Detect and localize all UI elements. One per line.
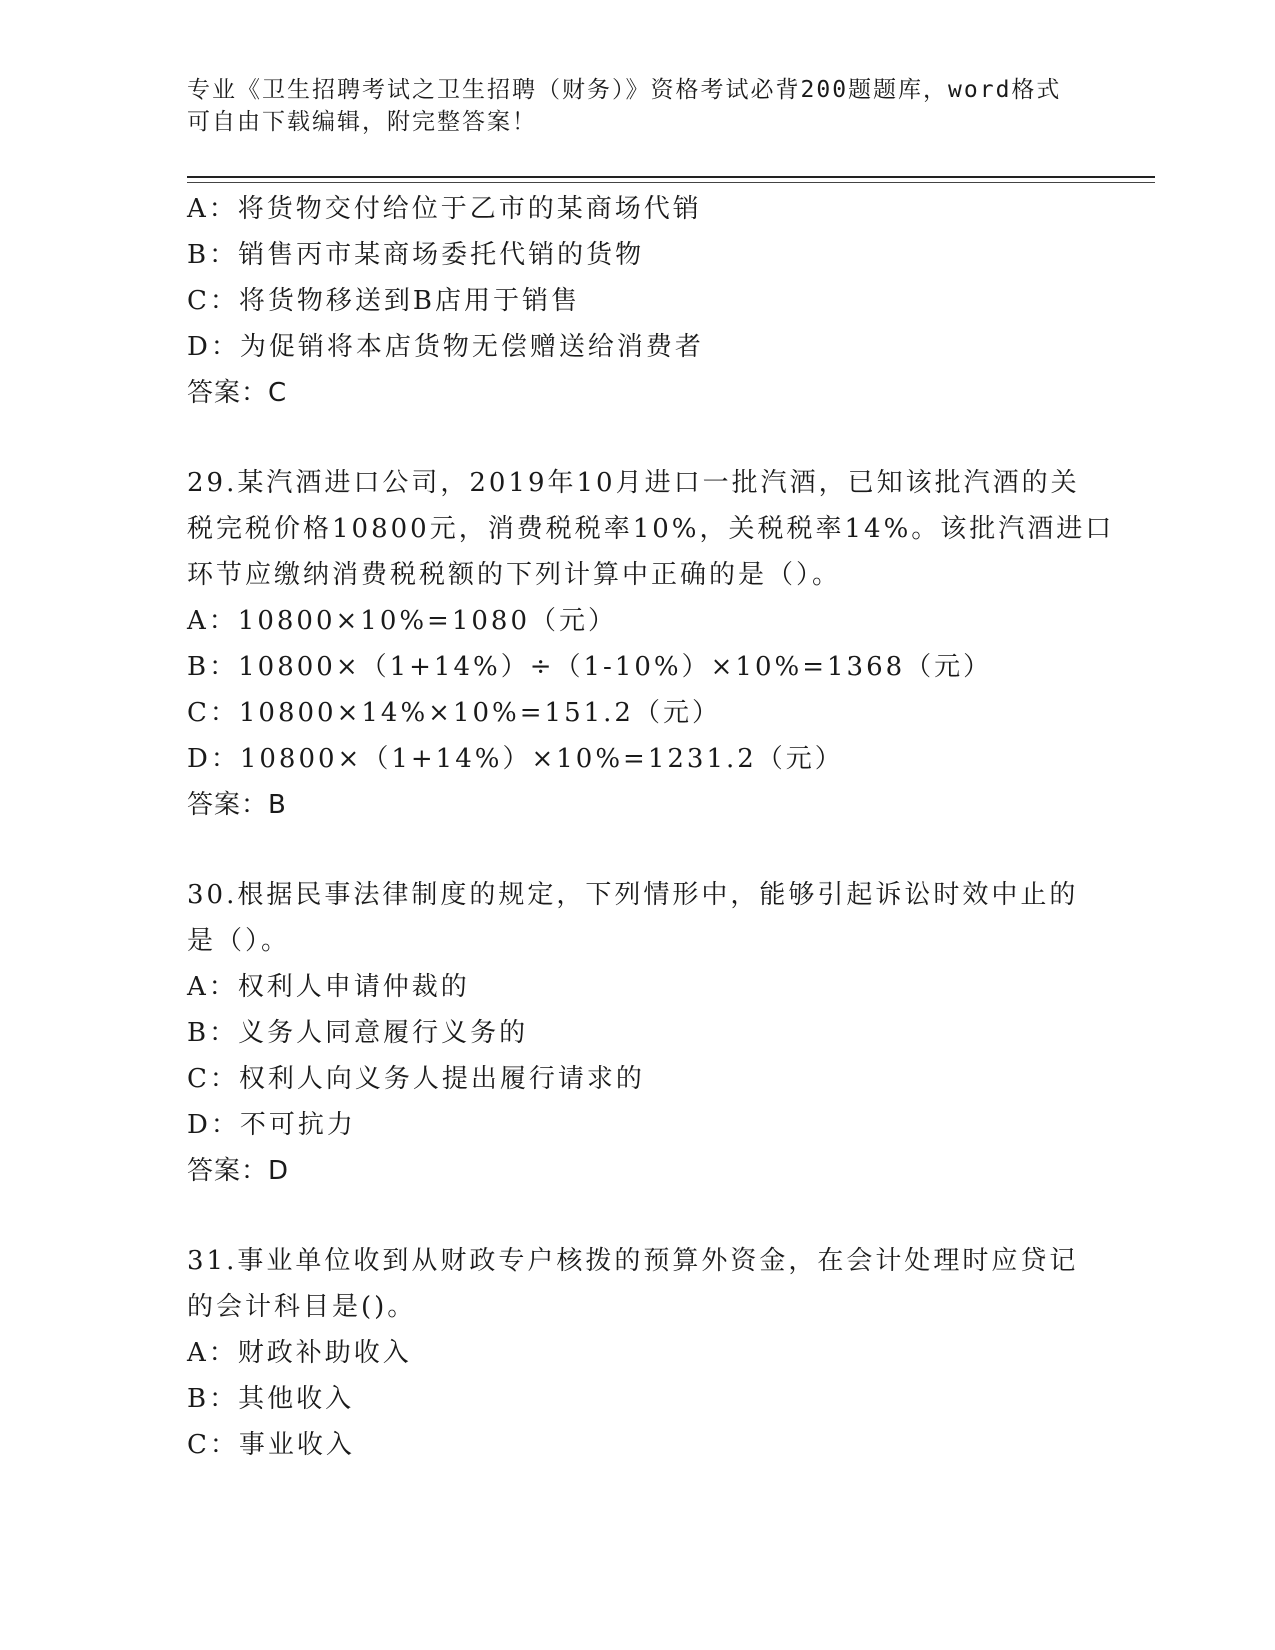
answer-option: C：权利人向义务人提出履行请求的	[187, 1064, 645, 1094]
answer-key: 答案：C	[187, 378, 288, 408]
question-text-line: 环节应缴纳消费税税额的下列计算中正确的是（）。	[187, 560, 842, 590]
question-block	[187, 416, 1115, 828]
answer-option: D：为促销将本店货物无偿赠送给消费者	[187, 332, 704, 362]
block-spacer	[187, 828, 1077, 872]
answer-option: C：事业收入	[187, 1430, 355, 1460]
question-text-line: 是（）。	[187, 926, 291, 956]
answer-option: D：不可抗力	[187, 1110, 356, 1140]
answer-option: B：其他收入	[187, 1384, 355, 1414]
answer-key: 答案：B	[187, 790, 287, 820]
header-divider-thin	[187, 182, 1155, 183]
answer-option: C：10800×14%×10%=151.2（元）	[187, 698, 721, 728]
answer-option: A：财政补助收入	[187, 1338, 412, 1368]
question-text-line: 税完税价格10800元，消费税税率10%，关税税率14%。该批汽酒进口	[187, 514, 1115, 544]
question-text-line: 29.某汽酒进口公司，2019年10月进口一批汽酒，已知该批汽酒的关	[187, 468, 1080, 498]
answer-option: B：义务人同意履行义务的	[187, 1018, 529, 1048]
question-block	[187, 1194, 1077, 1468]
answer-option: A：10800×10%=1080（元）	[187, 606, 618, 636]
answer-option: A：将货物交付给位于乙市的某商场代销	[187, 194, 702, 224]
answer-option: D：10800×（1+14%）×10%=1231.2（元）	[187, 744, 844, 774]
block-spacer	[187, 416, 1077, 460]
question-block	[187, 186, 1077, 416]
answer-key: 答案：D	[187, 1156, 290, 1186]
answer-option: A：权利人申请仲裁的	[187, 972, 470, 1002]
document-header	[187, 74, 1067, 138]
answer-option: C：将货物移送到B店用于销售	[187, 286, 581, 316]
question-block	[187, 828, 1077, 1194]
header-divider-thick	[187, 176, 1155, 178]
answer-option: B：销售丙市某商场委托代销的货物	[187, 240, 645, 270]
answer-option: B：10800×（1+14%）÷（1-10%）×10%=1368（元）	[187, 652, 993, 682]
header-title-line-2: 可自由下载编辑，附完整答案！	[187, 109, 537, 135]
question-text-line: 的会计科目是()。	[187, 1292, 417, 1322]
question-text-line: 31.事业单位收到从财政专户核拨的预算外资金，在会计处理时应贷记	[187, 1246, 1079, 1276]
question-text-line: 30.根据民事法律制度的规定，下列情形中，能够引起诉讼时效中止的	[187, 880, 1079, 910]
block-spacer	[187, 1194, 1077, 1238]
header-title-line-1: 专业《卫生招聘考试之卫生招聘（财务）》资格考试必背200题题库，word格式	[187, 77, 1062, 103]
question-list	[187, 186, 1115, 1468]
